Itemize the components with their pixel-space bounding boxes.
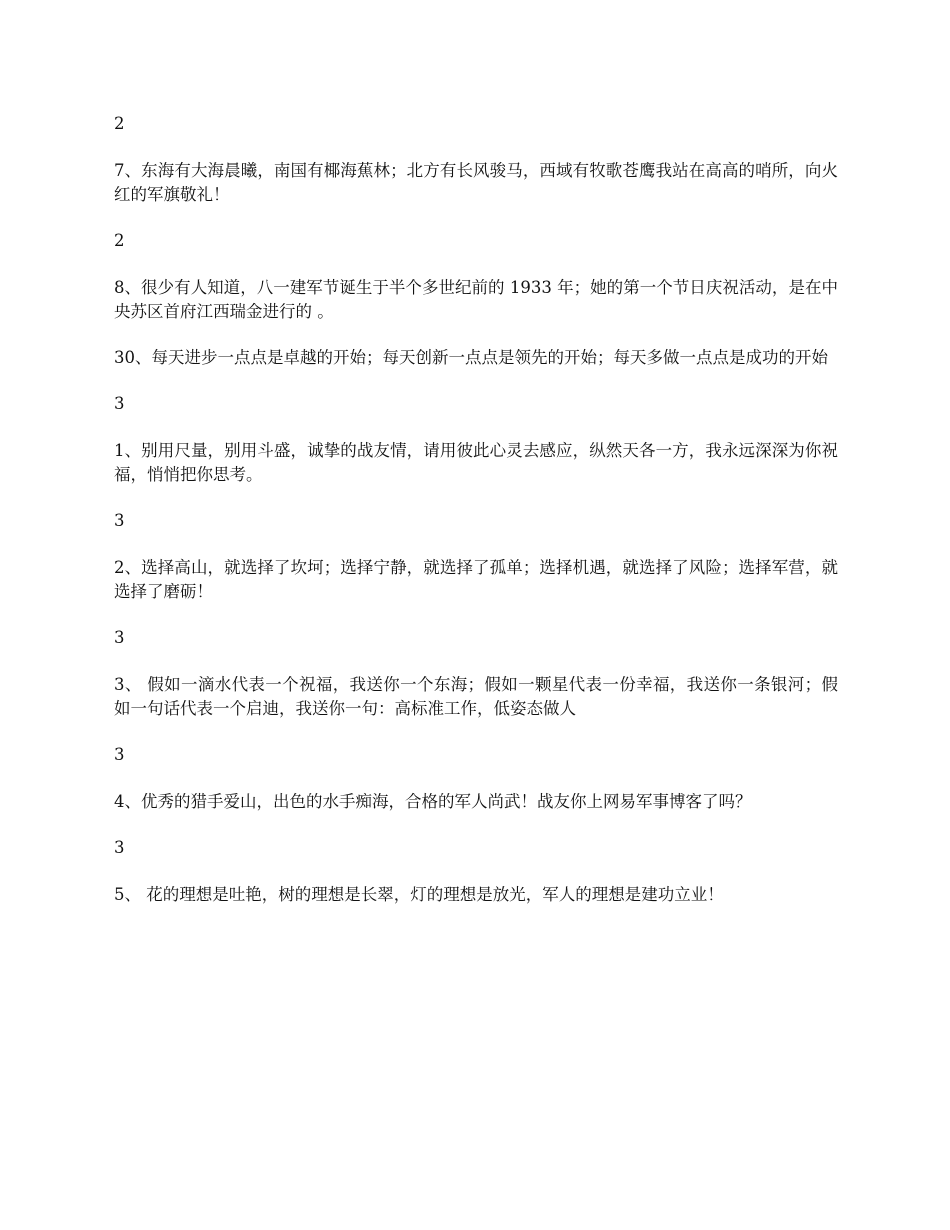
section-number: 3 <box>114 838 125 857</box>
paragraph-1: 1、别用尺量，别用斗盛，诚挚的战友情，请用彼此心灵去感应，纵然天各一方，我永远深深为你祝福，悄悄把你思考。 <box>114 441 838 484</box>
paragraph-4: 4、优秀的猎手爱山，出色的水手痴海，合格的军人尚武！战友你上网易军事博客了吗？ <box>114 792 752 811</box>
section-number: 3 <box>114 745 125 764</box>
document-body <box>114 112 838 929</box>
paragraph-5: 5、 花的理想是吐艳，树的理想是长翠，灯的理想是放光，军人的理想是建功立业！ <box>114 885 724 904</box>
paragraph-3: 3、 假如一滴水代表一个祝福，我送你一个东海；假如一颗星代表一份幸福，我送你一条银河；假如一句话代表一个启迪，我送你一句：高标准工作，低姿态做人 <box>114 675 838 718</box>
section-number: 2 <box>114 231 125 250</box>
section-number: 3 <box>114 628 125 647</box>
paragraph-8: 8、很少有人知道，八一建军节诞生于半个多世纪前的 1933 年；她的第一个节日庆祝活动，是在中央苏区首府江西瑞金进行的 。 <box>114 278 838 321</box>
section-number: 2 <box>114 114 125 133</box>
section-number: 3 <box>114 394 125 413</box>
paragraph-30: 30、每天进步一点点是卓越的开始；每天创新一点点是领先的开始；每天多做一点点是成功的开始 <box>114 348 828 367</box>
paragraph-7: 7、东海有大海晨曦，南国有椰海蕉林；北方有长风骏马，西域有牧歌苍鹰我站在高高的哨所，向火红的军旗敬礼！ <box>114 161 838 204</box>
section-number: 3 <box>114 511 125 530</box>
paragraph-2: 2、选择高山，就选择了坎坷；选择宁静，就选择了孤单；选择机遇，就选择了风险；选择军营，就选择了磨砺！ <box>114 558 838 601</box>
